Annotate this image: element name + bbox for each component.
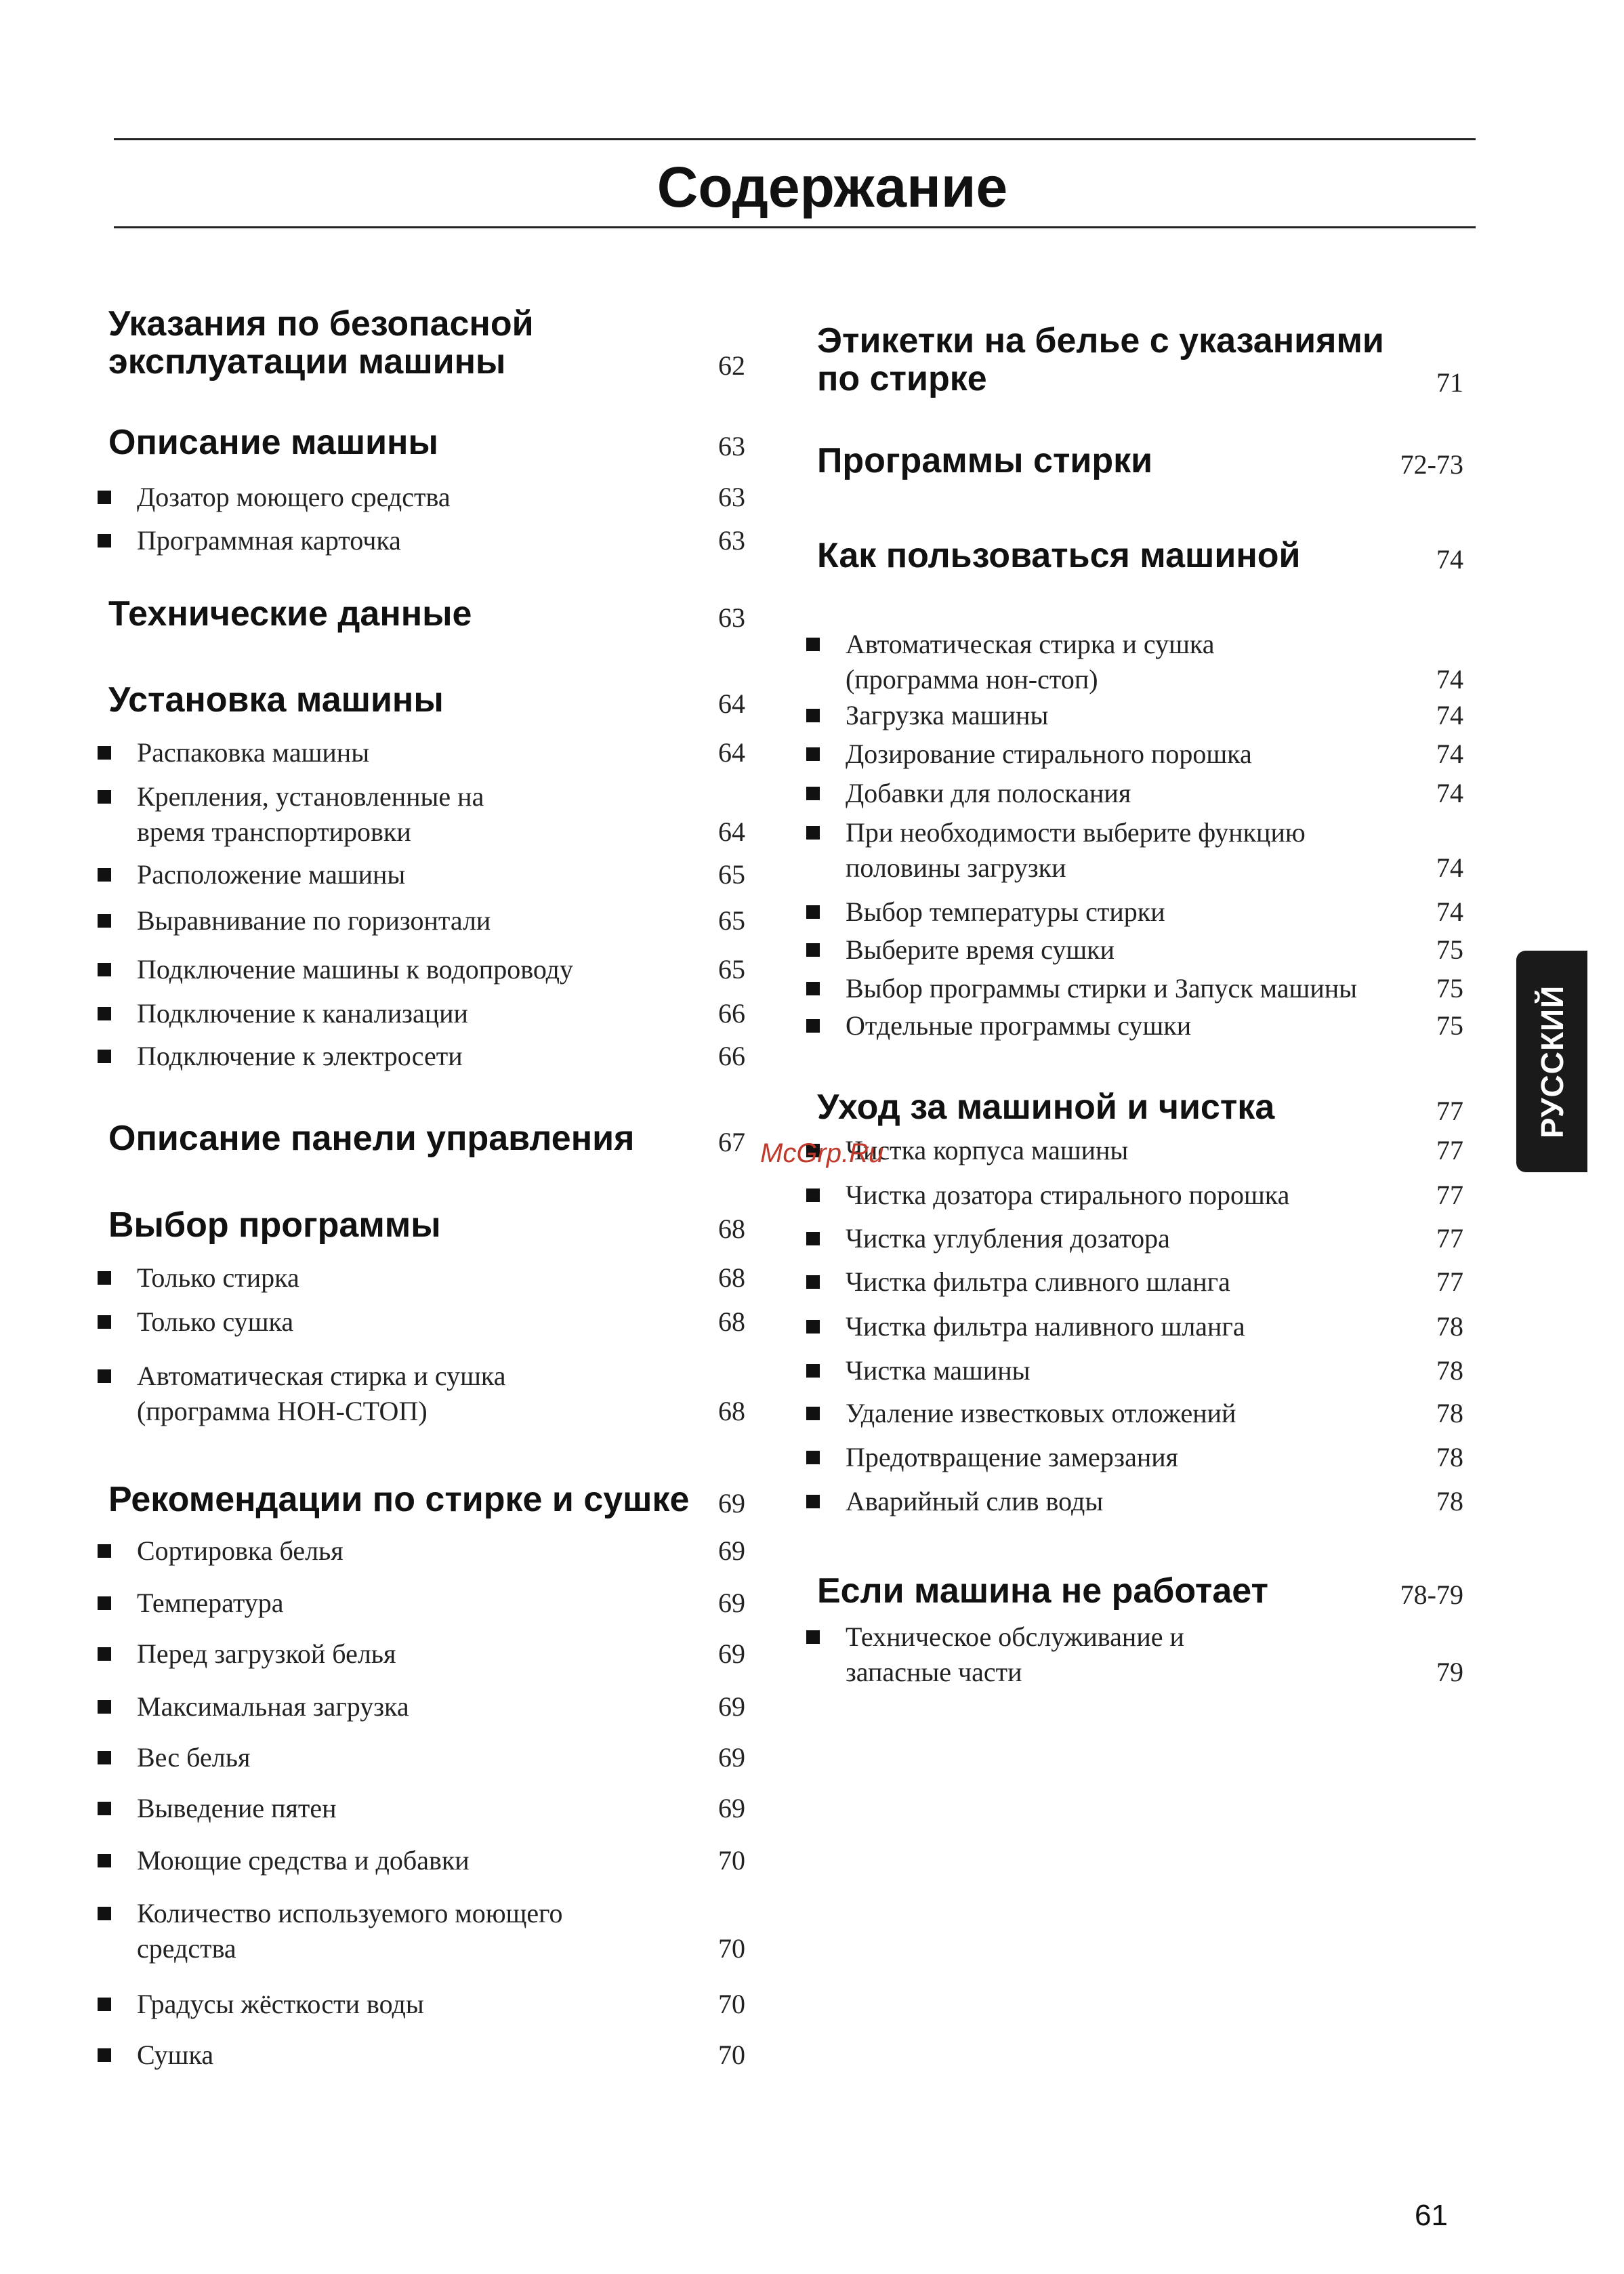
bullet-icon xyxy=(98,491,111,504)
bullet-icon xyxy=(806,1407,820,1420)
list-item xyxy=(137,952,573,987)
section-title: Программы стирки xyxy=(817,441,1153,480)
list-item-page: 69 xyxy=(718,1793,745,1823)
list-item xyxy=(137,1689,409,1724)
section-page: 68 xyxy=(718,1214,745,1244)
list-item-page: 70 xyxy=(718,2040,745,2070)
list-item-page: 78 xyxy=(1436,1311,1463,1342)
bullet-icon xyxy=(806,638,820,651)
list-item xyxy=(137,1586,284,1621)
list-item-label: Перед загрузкой белья xyxy=(137,1638,396,1669)
bullet-icon xyxy=(98,1544,111,1558)
list-item xyxy=(846,1353,1030,1388)
list-item-label: Загрузка машины xyxy=(846,700,1049,730)
bullet-icon xyxy=(98,1369,111,1383)
list-item-label: Выберите время сушки xyxy=(846,934,1115,965)
list-item-page: 78 xyxy=(1436,1486,1463,1516)
list-item xyxy=(846,1309,1245,1344)
section-title: Технические данные xyxy=(108,594,472,634)
bullet-icon xyxy=(806,1451,820,1464)
bullet-icon xyxy=(98,868,111,882)
section-page: 69 xyxy=(718,1488,745,1518)
list-item xyxy=(137,1843,470,1878)
list-item xyxy=(137,523,401,558)
list-item-label: Чистка машины xyxy=(846,1355,1030,1386)
section-page: 77 xyxy=(1436,1096,1463,1126)
section-title: Описание панели управления xyxy=(108,1119,635,1158)
bullet-icon xyxy=(806,905,820,919)
list-item-label: Сушка xyxy=(137,2040,214,2070)
list-item xyxy=(137,735,369,770)
list-item xyxy=(846,1133,1128,1168)
section-page: 78-79 xyxy=(1400,1579,1463,1610)
list-item-label: Градусы жёсткости воды xyxy=(137,1989,424,2019)
list-item xyxy=(137,2038,213,2073)
bullet-icon xyxy=(806,787,820,800)
bullet-icon xyxy=(98,963,111,976)
list-item xyxy=(137,1359,505,1429)
list-item-label: Расположение машины xyxy=(137,859,406,890)
list-item-label: Сортировка белья xyxy=(137,1535,343,1566)
list-item xyxy=(846,776,1131,811)
language-tab: РУССКИЙ xyxy=(1516,951,1587,1172)
list-item xyxy=(137,1791,337,1826)
list-item xyxy=(137,1533,343,1569)
list-item-label: Подключение к электросети xyxy=(137,1041,463,1071)
list-item-label: Выбор температуры стирки xyxy=(846,896,1165,927)
list-item-label: Чистка фильтра сливного шланга xyxy=(846,1266,1230,1297)
bullet-icon xyxy=(806,709,820,722)
list-item xyxy=(846,627,1214,697)
section-page: 63 xyxy=(718,431,745,461)
section-title: Выбор программы xyxy=(108,1205,441,1245)
section-page: 62 xyxy=(718,350,745,381)
list-item-page: 65 xyxy=(718,859,745,890)
bullet-icon xyxy=(806,1495,820,1508)
list-item xyxy=(846,1396,1236,1431)
list-item-page: 66 xyxy=(718,1041,745,1071)
list-item-page: 69 xyxy=(718,1638,745,1669)
top-rule xyxy=(114,138,1476,140)
list-item xyxy=(137,1039,463,1074)
list-item xyxy=(137,779,484,850)
section-title: Как пользоваться машиной xyxy=(817,536,1301,575)
list-item xyxy=(846,815,1306,886)
section-title: Рекомендации по стирке и сушке xyxy=(108,1480,690,1519)
list-item-page: 64 xyxy=(718,816,745,847)
list-item-label: Максимальная загрузка xyxy=(137,1691,409,1722)
list-item-page: 74 xyxy=(1436,852,1463,883)
section-title: Установка машины xyxy=(108,680,444,720)
list-item xyxy=(846,1264,1230,1300)
list-item-page: 70 xyxy=(718,1989,745,2019)
list-item-page: 63 xyxy=(718,525,745,556)
list-item-label: Чистка углубления дозатора xyxy=(846,1223,1170,1254)
bullet-icon xyxy=(98,1700,111,1714)
list-item-page: 66 xyxy=(718,998,745,1029)
bullet-icon xyxy=(98,1854,111,1867)
list-item-label: Моющие средства и добавки xyxy=(137,1845,470,1876)
list-item xyxy=(846,698,1048,733)
list-item-label: Подключение машины к водопроводу xyxy=(137,954,574,985)
list-item-page: 69 xyxy=(718,1535,745,1566)
list-item-label: Чистка дозатора стирального порошка xyxy=(846,1180,1290,1210)
list-item xyxy=(137,857,405,892)
list-item xyxy=(137,996,468,1031)
list-item-page: 74 xyxy=(1436,778,1463,808)
bullet-icon xyxy=(806,747,820,761)
list-item-page: 77 xyxy=(1436,1180,1463,1210)
section-page: 74 xyxy=(1436,544,1463,575)
list-item-page: 77 xyxy=(1436,1135,1463,1165)
bullet-icon xyxy=(98,1271,111,1285)
title-underline-rule xyxy=(114,226,1476,228)
list-item-page: 70 xyxy=(718,1933,745,1964)
bullet-icon xyxy=(806,1275,820,1289)
bullet-icon xyxy=(806,1320,820,1334)
bullet-icon xyxy=(98,1802,111,1815)
list-item-page: 78 xyxy=(1436,1398,1463,1428)
list-item-label: Добавки для полоскания xyxy=(846,778,1131,808)
list-item xyxy=(846,1484,1103,1519)
bullet-icon xyxy=(98,790,111,804)
page-title: Содержание xyxy=(657,155,1008,219)
bullet-icon xyxy=(806,943,820,957)
bullet-icon xyxy=(806,826,820,840)
bullet-icon xyxy=(806,982,820,995)
list-item-label: Дозирование стирального порошка xyxy=(846,739,1252,769)
list-item xyxy=(137,480,451,515)
list-item-label: Аварийный слив воды xyxy=(846,1486,1104,1516)
list-item-label: Чистка фильтра наливного шланга xyxy=(846,1311,1245,1342)
list-item-label: Предотвращение замерзания xyxy=(846,1442,1179,1472)
list-item xyxy=(846,971,1357,1006)
list-item xyxy=(846,1440,1178,1475)
section-title: Указания по безопасной эксплуатации машины xyxy=(108,304,534,381)
list-item-page: 79 xyxy=(1436,1657,1463,1687)
list-item-page: 74 xyxy=(1436,896,1463,927)
list-item xyxy=(846,1221,1170,1256)
list-item-label: Техническое обслуживание и запасные части xyxy=(846,1621,1184,1687)
bullet-icon xyxy=(98,746,111,760)
list-item xyxy=(137,903,491,938)
list-item-page: 69 xyxy=(718,1588,745,1618)
section-page: 67 xyxy=(718,1127,745,1157)
list-item-label: Выравнивание по горизонтали xyxy=(137,905,491,936)
list-item-label: Дозатор моющего средства xyxy=(137,482,451,512)
list-item-page: 68 xyxy=(718,1396,745,1426)
bullet-icon xyxy=(98,1007,111,1020)
list-item-label: Выведение пятен xyxy=(137,1793,337,1823)
bullet-icon xyxy=(806,1232,820,1245)
list-item-page: 75 xyxy=(1436,1010,1463,1041)
list-item-label: Отдельные программы сушки xyxy=(846,1010,1192,1041)
bullet-icon xyxy=(98,1050,111,1063)
list-item-page: 65 xyxy=(718,905,745,936)
bullet-icon xyxy=(806,1630,820,1644)
list-item xyxy=(846,1008,1191,1043)
list-item-page: 68 xyxy=(718,1262,745,1293)
list-item-page: 78 xyxy=(1436,1442,1463,1472)
list-item-page: 78 xyxy=(1436,1355,1463,1386)
bullet-icon xyxy=(806,1188,820,1202)
section-title: Уход за машиной и чистка xyxy=(817,1088,1275,1127)
list-item xyxy=(137,1304,293,1340)
list-item-label: Автоматическая стирка и сушка (программа нон-стоп) xyxy=(846,629,1215,695)
list-item-label: Распаковка машины xyxy=(137,737,370,768)
list-item-label: Подключение к канализации xyxy=(137,998,468,1029)
list-item-label: Чистка корпуса машины xyxy=(846,1135,1129,1165)
list-item-page: 74 xyxy=(1436,664,1463,695)
section-title: Если машина не работает xyxy=(817,1571,1268,1611)
list-item-page: 77 xyxy=(1436,1266,1463,1297)
list-item-page: 75 xyxy=(1436,934,1463,965)
page-number: 61 xyxy=(1415,2199,1448,2232)
list-item xyxy=(137,1987,424,2022)
list-item xyxy=(846,1619,1184,1690)
section-page: 63 xyxy=(718,602,745,633)
list-item-label: Только сушка xyxy=(137,1306,294,1337)
list-item xyxy=(846,737,1252,772)
list-item-page: 65 xyxy=(718,954,745,985)
list-item-label: Программная карточка xyxy=(137,525,401,556)
list-item xyxy=(137,1260,299,1296)
bullet-icon xyxy=(98,1596,111,1610)
section-title: Этикетки на белье с указаниями по стирке xyxy=(817,321,1384,398)
watermark: McGrp.Ru xyxy=(760,1138,884,1168)
list-item-page: 70 xyxy=(718,1845,745,1876)
bullet-icon xyxy=(98,1647,111,1661)
list-item-page: 69 xyxy=(718,1742,745,1773)
section-page: 71 xyxy=(1436,367,1463,398)
list-item-page: 77 xyxy=(1436,1223,1463,1254)
list-item xyxy=(137,1896,563,1966)
list-item-label: Только стирка xyxy=(137,1262,299,1293)
bullet-icon xyxy=(806,1019,820,1033)
list-item-page: 68 xyxy=(718,1306,745,1337)
list-item xyxy=(846,1178,1289,1213)
list-item-label: Выбор программы стирки и Запуск машины xyxy=(846,973,1357,1004)
list-item-label: Вес белья xyxy=(137,1742,251,1773)
list-item-label: Автоматическая стирка и сушка (программа НОН-СТОП) xyxy=(137,1361,506,1426)
list-item-label: Количество используемого моющего средства xyxy=(137,1898,563,1964)
list-item-page: 63 xyxy=(718,482,745,512)
bullet-icon xyxy=(98,1315,111,1329)
bullet-icon xyxy=(98,1751,111,1764)
list-item-label: Температура xyxy=(137,1588,284,1618)
list-item-page: 74 xyxy=(1436,739,1463,769)
bullet-icon xyxy=(806,1364,820,1378)
list-item xyxy=(137,1636,396,1672)
list-item-label: Крепления, установленные на время транспортировки xyxy=(137,781,484,847)
list-item xyxy=(846,932,1115,968)
section-page: 64 xyxy=(718,688,745,719)
bullet-icon xyxy=(98,1907,111,1920)
bullet-icon xyxy=(98,914,111,928)
list-item xyxy=(137,1740,250,1775)
list-item-label: При необходимости выберите функцию половины загрузки xyxy=(846,817,1306,883)
bullet-icon xyxy=(98,1998,111,2011)
list-item xyxy=(846,894,1165,930)
bullet-icon xyxy=(98,2048,111,2062)
list-item-page: 64 xyxy=(718,737,745,768)
bullet-icon xyxy=(98,534,111,547)
section-page: 72-73 xyxy=(1400,449,1463,480)
list-item-page: 69 xyxy=(718,1691,745,1722)
list-item-label: Удаление известковых отложений xyxy=(846,1398,1236,1428)
list-item-page: 74 xyxy=(1436,700,1463,730)
list-item-page: 75 xyxy=(1436,973,1463,1004)
section-title: Описание машины xyxy=(108,423,438,462)
